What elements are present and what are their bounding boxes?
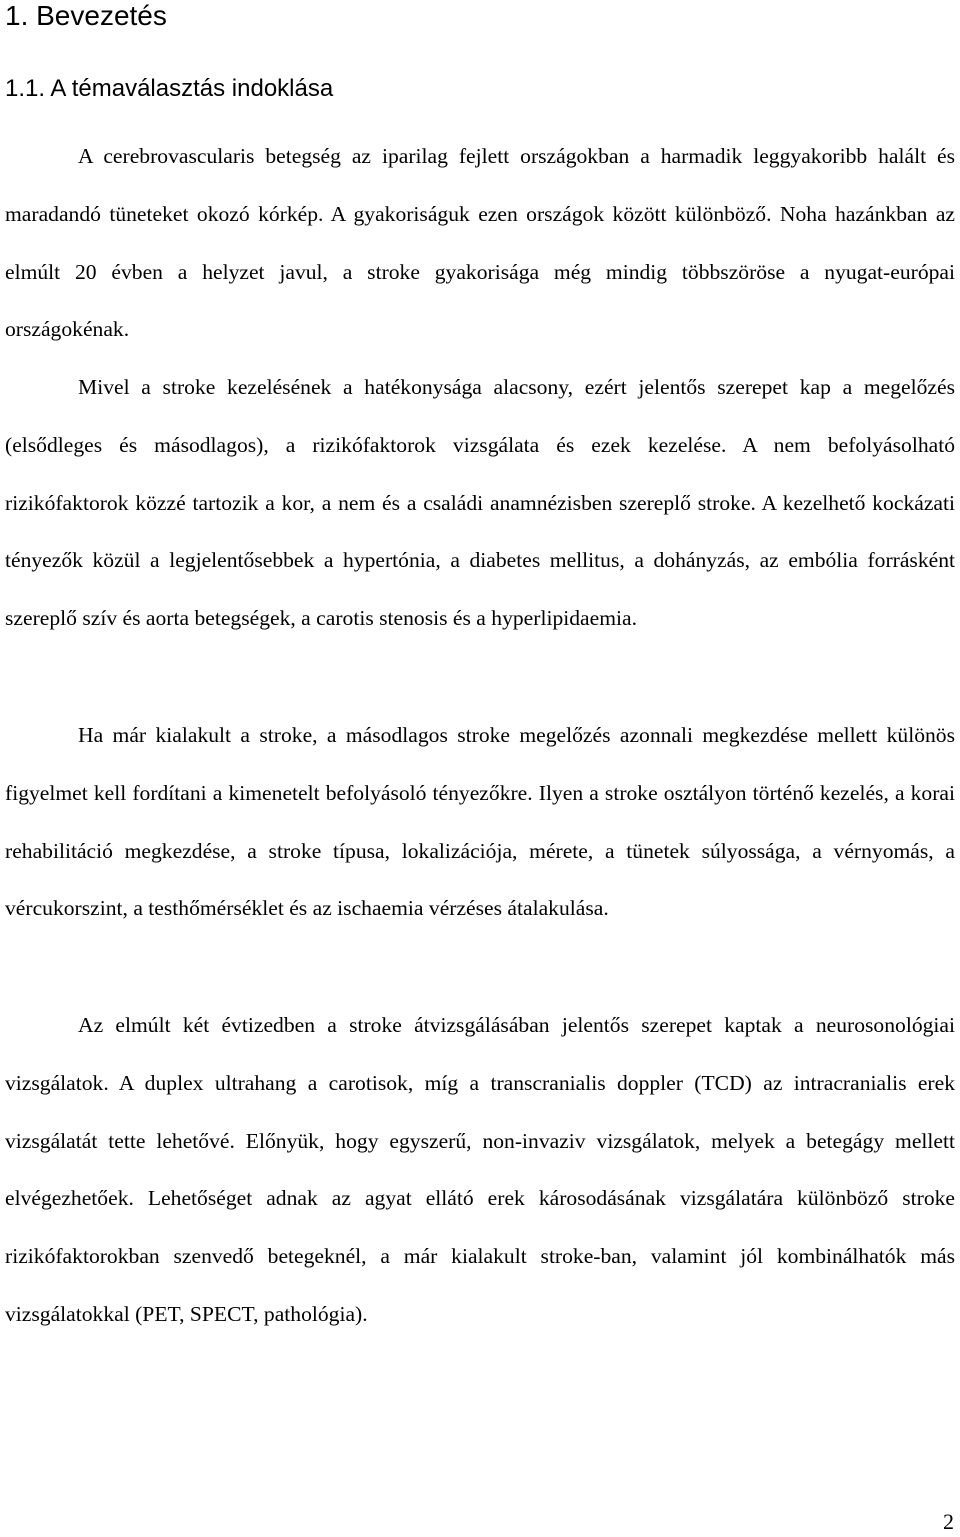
paragraph: Ha már kialakult a stroke, a másodlagos stroke megelőzés azonnali megkezdése mellett különös figyelmet kell fordítani a kimenetelt befolyásoló tényezőkre. Ilyen a stroke osztályon történő kezelés, a korai rehabilitáció megkezdése, a stroke típusa, lokalizációja, mérete, a tünetek súlyossága, a vérnyomás, a vércukorszint, a testhőmérséklet és az ischaemia vérzéses átalakulása. [5,723,955,921]
chapter-heading: 1. Bevezetés [5,0,167,31]
paragraph: Az elmúlt két évtizedben a stroke átvizsgálásában jelentős szerepet kaptak a neurosonológiai vizsgálatok. A duplex ultrahang a carotisok, míg a transcranialis doppler (TCD) az intracranialis erek vizsgálatát tette lehetővé. Előnyük, hogy egyszerű, non-invaziv vizsgálatok, melyek a betegágy mellett elvégezhetőek. Lehetőséget adnak az agyat ellátó erek károsodásának vizsgálatára különböző stroke rizikófaktorokban szenvedő betegeknél, a már kialakult stroke-ban, valamint jól kombinálhatók más vizsgálatokkal (PET, SPECT, pathológia). [5,1013,955,1326]
paragraph: Mivel a stroke kezelésének a hatékonysága alacsony, ezért jelentős szerepet kap a megelőzés (elsődleges és másodlagos), a rizikófaktorok vizsgálata és ezek kezelése. A nem befolyásolható rizikófaktorok közzé tartozik a kor, a nem és a családi anamnézisben szereplő stroke. A kezelhető kockázati tényezők közül a legjelentősebbek a hypertónia, a diabetes mellitus, a dohányzás, az embólia forrásként szereplő szív és aorta betegségek, a carotis stenosis és a hyperlipidaemia. [5,375,955,631]
page-number: 2 [943,1509,954,1534]
paragraph: A cerebrovascularis betegség az iparilag fejlett országokban a harmadik leggyakoribb halált és maradandó tüneteket okozó kórkép. A gyakoriságuk ezen országok között különböző. Noha hazánkban az elmúlt 20 évben a helyzet javul, a stroke gyakorisága még mindig többszöröse a nyugat-európai országokénak. [5,144,955,342]
section-heading: 1.1. A témaválasztás indoklása [5,75,334,102]
